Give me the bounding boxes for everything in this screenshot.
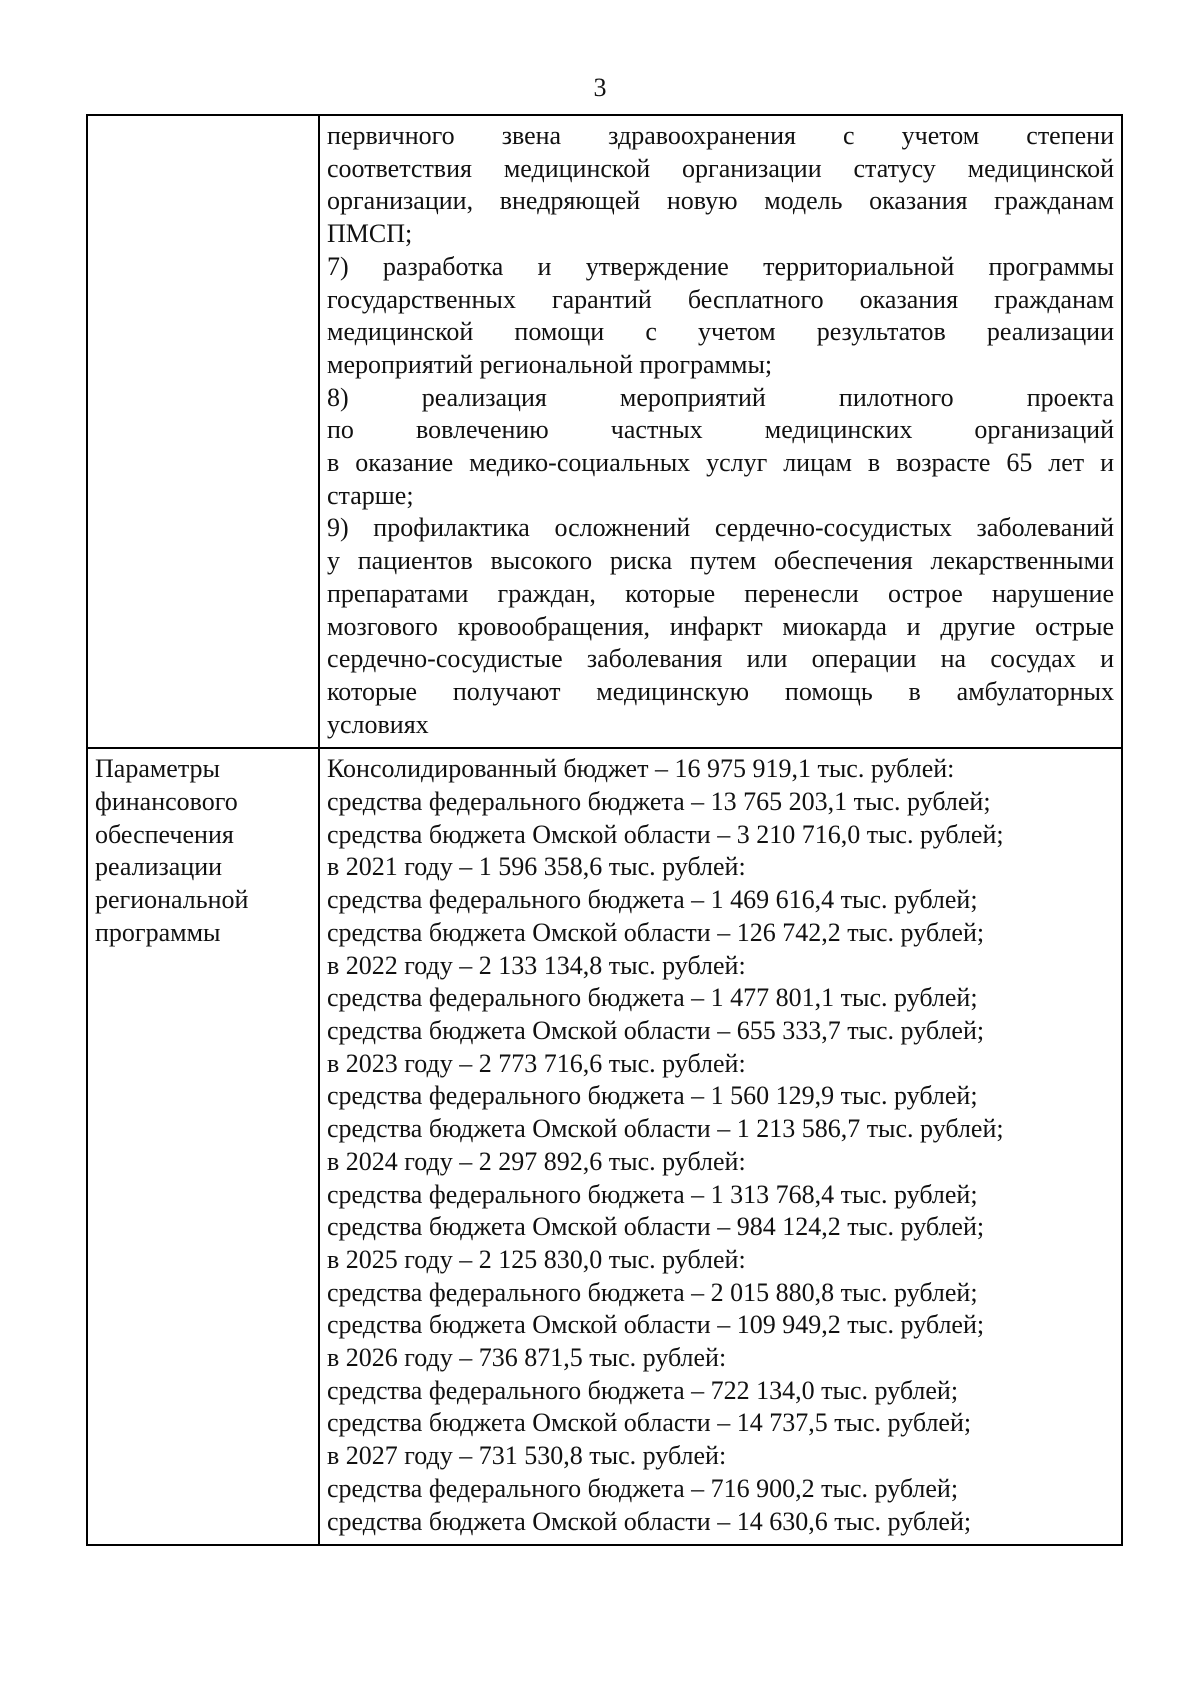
- measures-list: [327, 120, 1114, 741]
- row-label-cell: [87, 748, 319, 1545]
- label-line: Параметры: [95, 754, 220, 784]
- text-line: препаратами граждан, которые перенесли острое нарушение: [327, 578, 1114, 608]
- text-line: которые получают медицинскую помощь в амбулаторных: [327, 676, 1114, 706]
- label-line: обеспечения: [95, 819, 234, 849]
- financing-line: средства бюджета Омской области – 1 213 586,7 тыс. рублей;: [327, 1114, 1004, 1144]
- label-line: реализации: [95, 852, 223, 882]
- text-line: государственных гарантий бесплатного оказания гражданам: [327, 284, 1114, 314]
- financing-line: в 2021 году – 1 596 358,6 тыс. рублей:: [327, 852, 746, 882]
- row-content-cell: [319, 115, 1122, 748]
- program-passport-table: [86, 114, 1123, 1546]
- text-line: мероприятий региональной программы;: [327, 349, 773, 379]
- financing-line: средства бюджета Омской области – 655 333,7 тыс. рублей;: [327, 1015, 985, 1045]
- financing-line: средства федерального бюджета – 1 469 616,4 тыс. рублей;: [327, 885, 978, 915]
- financing-line: в 2023 году – 2 773 716,6 тыс. рублей:: [327, 1048, 746, 1078]
- label-line: региональной: [95, 885, 249, 915]
- financing-line: средства бюджета Омской области – 14 630,6 тыс. рублей;: [327, 1506, 972, 1536]
- label-line: финансового: [95, 787, 238, 817]
- text-line: старше;: [327, 480, 414, 510]
- text-line: в оказание медико-социальных услуг лицам в возрасте 65 лет и: [327, 448, 1114, 478]
- financing-line: в 2027 году – 731 530,8 тыс. рублей:: [327, 1441, 727, 1471]
- text-line: организации, внедряющей новую модель оказания гражданам: [327, 186, 1114, 216]
- text-line: условиях: [327, 709, 429, 739]
- financing-parameters-label: [95, 753, 311, 949]
- financing-line: средства федерального бюджета – 1 477 801,1 тыс. рублей;: [327, 983, 978, 1013]
- financing-line: средства бюджета Омской области – 126 742,2 тыс. рублей;: [327, 917, 985, 947]
- financing-line: средства федерального бюджета – 1 313 768,4 тыс. рублей;: [327, 1179, 978, 1209]
- row-label-cell: [87, 115, 319, 748]
- financing-line: Консолидированный бюджет – 16 975 919,1 тыс. рублей:: [327, 754, 955, 784]
- text-line: соответствия медицинской организации статусу медицинской: [327, 153, 1114, 183]
- text-line: 8) реализация мероприятий пилотного проекта: [327, 382, 1114, 412]
- text-line: ПМСП;: [327, 219, 413, 249]
- financing-line: в 2022 году – 2 133 134,8 тыс. рублей:: [327, 950, 746, 980]
- text-line: сердечно-сосудистые заболевания или операции на сосудах и: [327, 644, 1114, 674]
- financing-line: средства федерального бюджета – 2 015 880,8 тыс. рублей;: [327, 1277, 978, 1307]
- row-content-cell: [319, 748, 1122, 1545]
- financing-line: средства федерального бюджета – 716 900,2 тыс. рублей;: [327, 1473, 959, 1503]
- financing-line: средства бюджета Омской области – 3 210 716,0 тыс. рублей;: [327, 819, 1004, 849]
- financing-line: средства федерального бюджета – 722 134,0 тыс. рублей;: [327, 1375, 959, 1405]
- financing-line: средства бюджета Омской области – 109 949,2 тыс. рублей;: [327, 1310, 985, 1340]
- page-number: 3: [593, 73, 607, 102]
- text-line: 7) разработка и утверждение территориальной программы: [327, 251, 1114, 281]
- table-row: [87, 748, 1122, 1545]
- text-line: у пациентов высокого риска путем обеспечения лекарственными: [327, 546, 1114, 576]
- financing-line: в 2026 году – 736 871,5 тыс. рублей:: [327, 1343, 727, 1373]
- financing-list: [327, 753, 1114, 1538]
- text-line: медицинской помощи с учетом результатов реализации: [327, 317, 1114, 347]
- financing-line: в 2024 году – 2 297 892,6 тыс. рублей:: [327, 1146, 746, 1176]
- financing-line: в 2025 году – 2 125 830,0 тыс. рублей:: [327, 1244, 746, 1274]
- financing-line: средства бюджета Омской области – 984 124,2 тыс. рублей;: [327, 1212, 985, 1242]
- text-line: по вовлечению частных медицинских организаций: [327, 415, 1114, 445]
- financing-line: средства бюджета Омской области – 14 737,5 тыс. рублей;: [327, 1408, 972, 1438]
- text-line: 9) профилактика осложнений сердечно-сосудистых заболеваний: [327, 513, 1114, 543]
- text-line: первичного звена здравоохранения с учетом степени: [327, 121, 1114, 150]
- text-line: мозгового кровообращения, инфаркт миокарда и другие острые: [327, 611, 1114, 641]
- financing-line: средства федерального бюджета – 1 560 129,9 тыс. рублей;: [327, 1081, 978, 1111]
- label-line: программы: [95, 917, 221, 947]
- financing-line: средства федерального бюджета – 13 765 203,1 тыс. рублей;: [327, 787, 991, 817]
- table-row: [87, 115, 1122, 748]
